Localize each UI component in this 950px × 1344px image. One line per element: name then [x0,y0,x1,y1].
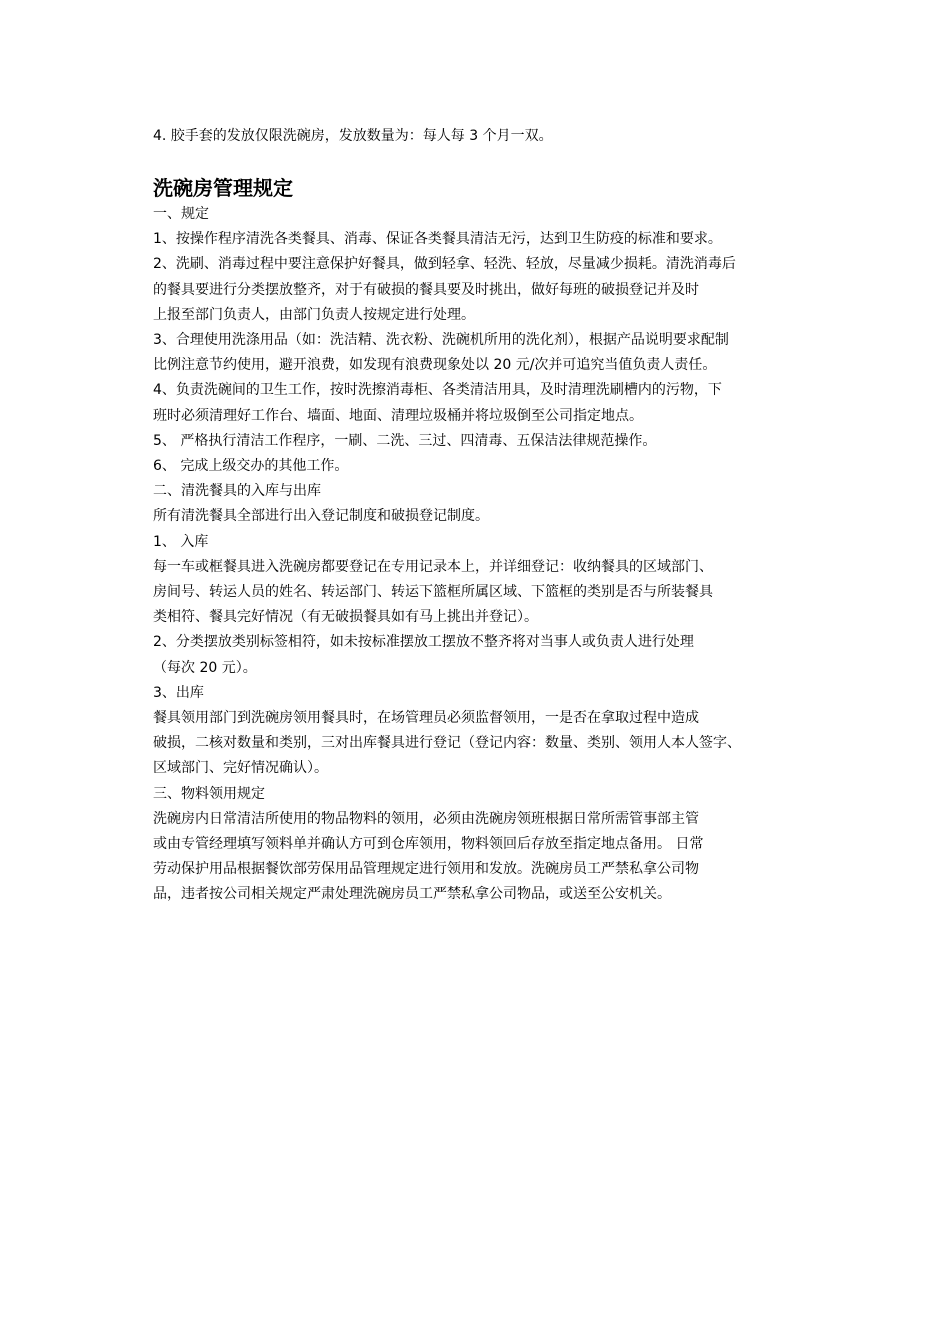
document-title: 洗碗房管理规定 [153,176,293,200]
section-heading: 三、物料领用规定 [153,785,265,802]
text-line: 2、分类摆放类别标签相符，如未按标准摆放工摆放不整齐将对当事人或负责人进行处理 [153,634,694,651]
text-line: 比例注意节约使用，避开浪费，如发现有浪费现象处以 20 元/次并可追究当值负责人责任。 [153,357,717,374]
section-heading: 二、清洗餐具的入库与出库 [153,483,321,500]
text-line: 上报至部门负责人，由部门负责人按规定进行处理。 [153,306,475,323]
text-line: 的餐具要进行分类摆放整齐，对于有破损的餐具要及时挑出，做好每班的破损登记并及时 [153,281,699,298]
text-line: （每次 20 元）。 [153,659,257,676]
text-line: 1、 入库 [153,533,209,550]
text-line: 餐具领用部门到洗碗房领用餐具时，在场管理员必须监督领用，一是否在拿取过程中造成 [153,710,699,727]
text-line: 3、合理使用洗涤用品（如：洗洁精、洗衣粉、洗碗机所用的洗化剂），根据产品说明要求配制 [153,332,729,349]
document-page [153,118,818,908]
text-line: 5、 严格执行清洁工作程序，一刷、二洗、三过、四清毒、五保洁法律规范操作。 [153,432,657,449]
text-line: 所有清洗餐具全部进行出入登记制度和破损登记制度。 [153,508,489,525]
text-line: 房间号、转运人员的姓名、转运部门、转运下篮框所属区域、下篮框的类别是否与所装餐具 [153,584,713,601]
text-line: 或由专管经理填写领料单并确认方可到仓库领用，物料领回后存放至指定地点备用。 日常 [153,836,704,853]
text-line: 区域部门、完好情况确认）。 [153,760,328,777]
text-line: 每一车或框餐具进入洗碗房都要登记在专用记录本上，并详细登记：收纳餐具的区域部门、 [153,558,713,575]
intro-line: 4. 胶手套的发放仅限洗碗房，发放数量为：每人每 3 个月一双。 [153,128,553,144]
text-line: 6、 完成上级交办的其他工作。 [153,458,349,475]
text-line: 1、按操作程序清洗各类餐具、消毒、保证各类餐具清洁无污，达到卫生防疫的标准和要求。 [153,231,722,248]
text-line: 破损，二核对数量和类别，三对出库餐具进行登记（登记内容：数量、类别、领用人本人签字、 [153,735,741,752]
text-line: 品，违者按公司相关规定严肃处理洗碗房员工严禁私拿公司物品，或送至公安机关。 [153,886,671,903]
document-body [153,202,818,908]
text-line: 洗碗房内日常清洁所使用的物品物料的领用，必须由洗碗房领班根据日常所需管事部主管 [153,810,699,827]
text-line: 类相符、餐具完好情况（有无破损餐具如有马上挑出并登记）。 [153,609,538,626]
text-line: 班时必须清理好工作台、墙面、地面、清理垃圾桶并将垃圾倒至公司指定地点。 [153,407,643,424]
text-line: 2、洗刷、消毒过程中要注意保护好餐具，做到轻拿、轻洗、轻放，尽量减少损耗。清洗消毒后 [153,256,736,273]
text-line: 劳动保护用品根据餐饮部劳保用品管理规定进行领用和发放。洗碗房员工严禁私拿公司物 [153,861,699,878]
text-line: 一、规定 [153,206,209,222]
text-line: 4、负责洗碗间的卫生工作，按时洗擦消毒柜、各类清洁用具，及时清理洗刷槽内的污物，下 [153,382,722,399]
text-line: 3、出库 [153,684,204,701]
